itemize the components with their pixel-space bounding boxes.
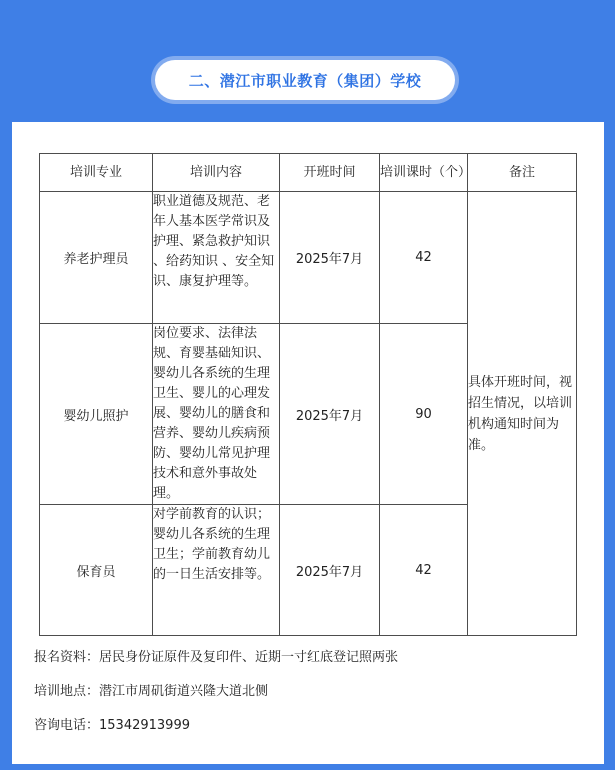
phone-text: 咨询电话：15342913999: [34, 718, 190, 733]
row-content: 对学前教育的认识；婴幼儿各系统的生理卫生；学前教育幼儿的一日生活安排等。: [153, 505, 280, 636]
section-title: 二、潜江市职业教育（集团）学校: [155, 60, 455, 100]
header-content: 培训内容: [153, 154, 280, 192]
materials-text: 报名资料：居民身份证原件及复印件、近期一寸红底登记照两张: [34, 650, 399, 665]
table-row: [40, 192, 577, 324]
row-start: 2025年7月: [280, 192, 380, 324]
row-start: 2025年7月: [280, 324, 380, 505]
header-hours: 培训课时（个）: [380, 154, 468, 192]
content-panel: [12, 122, 604, 764]
row-content: 职业道德及规范、老年人基本医学常识及护理、紧急救护知识 、给药知识 、安全知识、康复护理等。: [153, 192, 280, 324]
row-content: 岗位要求、法律法规、育婴基础知识、婴幼儿各系统的生理卫生、婴儿的心理发展、婴幼儿的膳食和营养、婴幼儿疾病预防、婴幼儿常见护理技术和意外事故处理。: [153, 324, 280, 505]
location-text: 培训地点：潜江市周矶街道兴隆大道北侧: [34, 684, 269, 699]
row-hours: 90: [380, 324, 468, 505]
header-start: 开班时间: [280, 154, 380, 192]
training-table: [39, 153, 577, 636]
header-major: 培训专业: [40, 154, 153, 192]
row-hours: 42: [380, 505, 468, 636]
header-note: 备注: [468, 154, 577, 192]
row-hours: 42: [380, 192, 468, 324]
row-major: 婴幼儿照护: [40, 324, 153, 505]
table-header-row: [40, 154, 577, 192]
row-major: 保育员: [40, 505, 153, 636]
note-cell: 具体开班时间，视招生情况，以培训机构通知时间为准。: [468, 192, 577, 636]
row-start: 2025年7月: [280, 505, 380, 636]
row-major: 养老护理员: [40, 192, 153, 324]
